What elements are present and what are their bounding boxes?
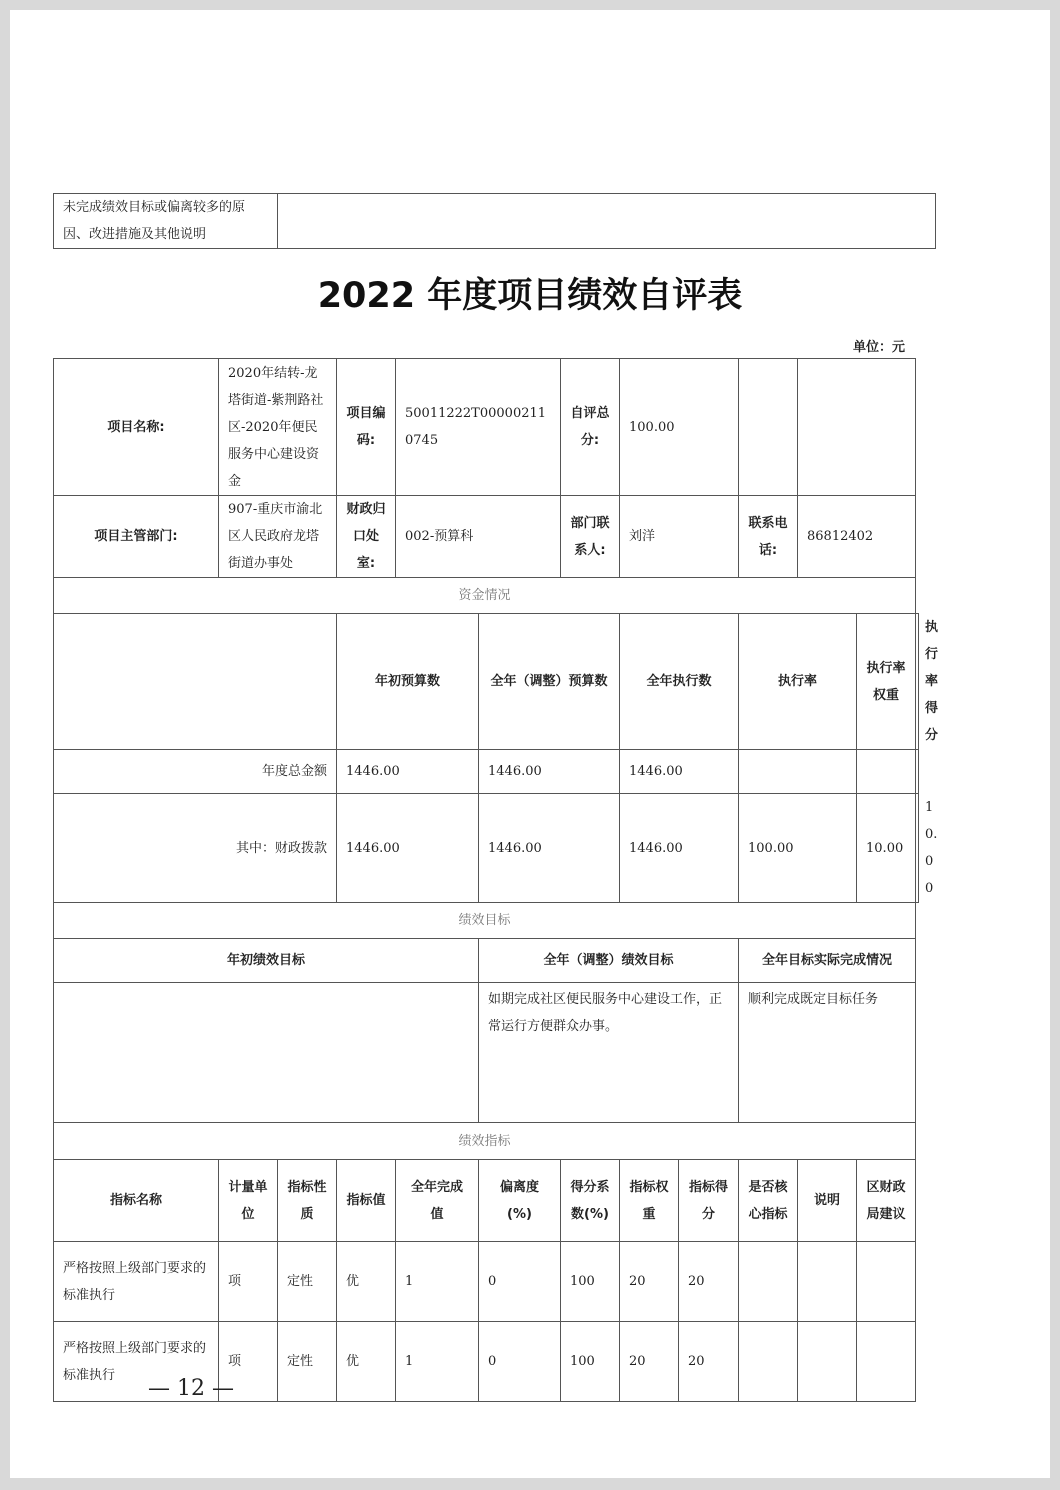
indicator-cell: 项 [219,1242,278,1322]
indicator-header: 是否核心指标 [739,1160,798,1242]
funds-cell: 1446.00 [620,794,739,903]
funds-header: 全年执行数 [620,614,739,750]
phone-value: 86812402 [798,496,916,578]
indicator-header: 说明 [798,1160,857,1242]
self-score-label: 自评总分: [561,359,620,496]
remarks-value [278,194,936,249]
indicator-cell: 20 [620,1242,679,1322]
funds-row-label: 年度总金额 [54,750,337,794]
funds-cell: 1446.00 [337,750,479,794]
indicator-header: 计量单位 [219,1160,278,1242]
project-name-label: 项目名称: [54,359,219,496]
funds-cell: 1446.00 [337,794,479,903]
indicator-header: 区财政局建议 [857,1160,916,1242]
project-code-label: 项目编码: [337,359,396,496]
funds-header: 执行率 [739,614,857,750]
page-title: 2022 年度项目绩效自评表 [317,276,743,316]
indicator-header: 指标性质 [278,1160,337,1242]
indicator-header: 得分系数(%) [561,1160,620,1242]
funds-header-blank [54,614,337,750]
funds-row-label: 其中：财政拨款 [54,794,337,903]
office-value: 002-预算科 [396,496,561,578]
indicator-cell: 100 [561,1242,620,1322]
indicator-cell: 20 [679,1242,739,1322]
table-row [54,1242,919,1322]
indicator-header: 偏离度(%) [479,1160,561,1242]
indicator-header: 全年完成值 [396,1160,479,1242]
goals-header: 全年目标实际完成情况 [739,939,916,983]
indicator-name: 严格按照上级部门要求的标准执行 [54,1322,219,1402]
indicator-cell: 20 [620,1322,679,1402]
indicator-cell [857,1242,916,1322]
funds-cell: 1446.00 [479,794,620,903]
funds-cell [916,750,919,794]
funds-header: 全年（调整）预算数 [479,614,620,750]
funds-cell [857,750,916,794]
adjusted-goal: 如期完成社区便民服务中心建设工作，正常运行方便群众办事。 [479,983,739,1123]
indicator-cell: 优 [337,1242,396,1322]
remarks-label: 未完成绩效目标或偏离较多的原因、改进措施及其他说明 [54,194,278,249]
indicator-cell: 0 [479,1242,561,1322]
contact-label: 部门联系人: [561,496,620,578]
page-number: — 12 — [148,1376,234,1401]
dept-value: 907-重庆市渝北区人民政府龙塔街道办事处 [219,496,337,578]
goals-section-header: 绩效目标 [54,903,916,939]
funds-cell: 1446.00 [479,750,620,794]
indicator-header: 指标权重 [620,1160,679,1242]
goals-header: 全年（调整）绩效目标 [479,939,739,983]
office-label: 财政归口处室: [337,496,396,578]
indicator-header: 指标值 [337,1160,396,1242]
actual-result: 顺利完成既定目标任务 [739,983,916,1123]
indicator-cell: 定性 [278,1242,337,1322]
indicator-cell: 20 [679,1322,739,1402]
funds-cell: 100.00 [739,794,857,903]
initial-goal [54,983,479,1123]
indicator-cell [857,1322,916,1402]
funds-cell: 10.00 [916,794,919,903]
funds-section-header: 资金情况 [54,578,916,614]
indicator-cell [739,1242,798,1322]
contact-value: 刘洋 [620,496,739,578]
indicator-header: 指标得分 [679,1160,739,1242]
indicator-cell: 1 [396,1242,479,1322]
dept-label: 项目主管部门: [54,496,219,578]
indicator-cell [798,1242,857,1322]
indicator-header: 指标名称 [54,1160,219,1242]
funds-header: 执行率权重 [857,614,916,750]
phone-label: 联系电话: [739,496,798,578]
blank-cell [739,359,798,496]
self-score: 100.00 [620,359,739,496]
document-page [10,10,1050,1478]
evaluation-table [53,358,939,1402]
funds-header: 执行率得分 [916,614,919,750]
indicator-cell: 1 [396,1322,479,1402]
funds-cell [739,750,857,794]
indicator-cell: 优 [337,1322,396,1402]
unit-label: 单位：元 [853,340,906,355]
funds-cell: 1446.00 [620,750,739,794]
indicator-cell: 100 [561,1322,620,1402]
indicator-cell: 0 [479,1322,561,1402]
project-code: 50011222T000002110745 [396,359,561,496]
blank-cell [798,359,916,496]
funds-cell: 10.00 [857,794,916,903]
indicator-name: 严格按照上级部门要求的标准执行 [54,1242,219,1322]
indicator-cell [739,1322,798,1402]
goals-header: 年初绩效目标 [54,939,479,983]
indicator-cell: 定性 [278,1322,337,1402]
project-name: 2020年结转-龙塔街道-紫荆路社区-2020年便民服务中心建设资金 [219,359,337,496]
funds-header: 年初预算数 [337,614,479,750]
indicator-cell: 项 [219,1322,278,1402]
indicator-cell [798,1322,857,1402]
remarks-table [53,193,936,249]
indicators-section-header: 绩效指标 [54,1123,916,1160]
